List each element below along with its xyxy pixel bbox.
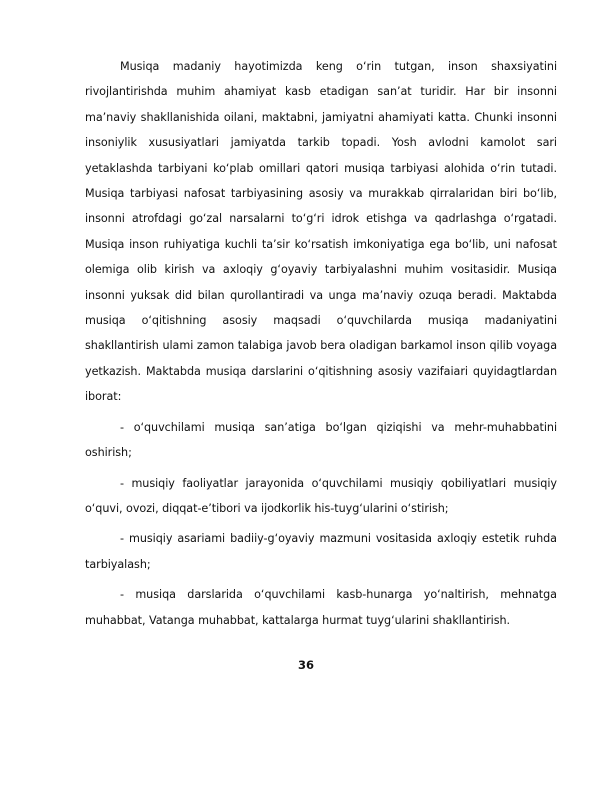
body-text — [85, 54, 557, 633]
page-number: 36 — [297, 658, 314, 672]
list-item-interest: - o‘quvchilami musiqa san’atiga bo‘lgan qiziqishi va mehr-muhabbatini oshirish; — [85, 420, 557, 460]
list-item-moral-education: - musiqiy asariami badiiy-g‘oyaviy mazmuni vositasida axloqiy estetik ruhda tarbiyalash; — [85, 532, 557, 571]
paragraph-intro: Musiqa madaniy hayotimizda keng o‘rin tutgan, inson shaxsiyatini rivojlantirishda muhim ahamiyat kasb etadigan san’at turidir. Har bir insonni ma’naviy shakllanishida oilani, maktabni, jamiyatni ahamiyati katta. Chunki insonni insoniylik xususiyatlari jamiyatda tarkib topadi. Yosh avlodni kamolot sari yetaklashda tarbiyani ko‘plab omillari qatori musiqa tarbiyasi alohida o‘rin tutadi. Musiqa tarbiyasi nafosat tarbiyasining asosiy va murakkab qirralaridan biri bo‘lib, insonni atrofdagi go‘zal narsalarni to‘g‘ri idrok etishga va qadrlashga o‘rgatadi. Musiqa inson ruhiyatiga kuchli ta’sir ko‘rsatish imkoniyatiga ega bo‘lib, uni nafosat olemiga olib kirish va axloqiy g‘oyaviy tarbiyalashni muhim vositasidir. Musiqa insonni yuksak did bilan qurollantiradi va unga ma’naviy ozuqa beradi. Maktabda musiqa o‘qitishning asosiy maqsadi o‘quvchilarda musiqa madaniyatini shakllantirish ulami zamon talabiga javob bera oladigan barkamol inson qilib voyaga yetkazish. Maktabda musiqa darslarini o‘qitishning asosiy vazifaiari quyidagtlardan iborat: — [85, 60, 557, 404]
list-item-abilities: - musiqiy faoliyatlar jarayonida o‘quvchilami musiqiy qobiliyatlari musiqiy o‘quvi, ovozi, diqqat-e’tibori va ijodkorlik his-tuyg‘ularini o‘stirish; — [85, 476, 557, 515]
list-item-career-guidance: - musiqa darslarida o‘quvchilami kasb-hunarga yo‘naltirish, mehnatga muhabbat, Vatanga muhabbat, kattalarga hurmat tuyg‘ularini shakllantirish. — [85, 588, 557, 627]
